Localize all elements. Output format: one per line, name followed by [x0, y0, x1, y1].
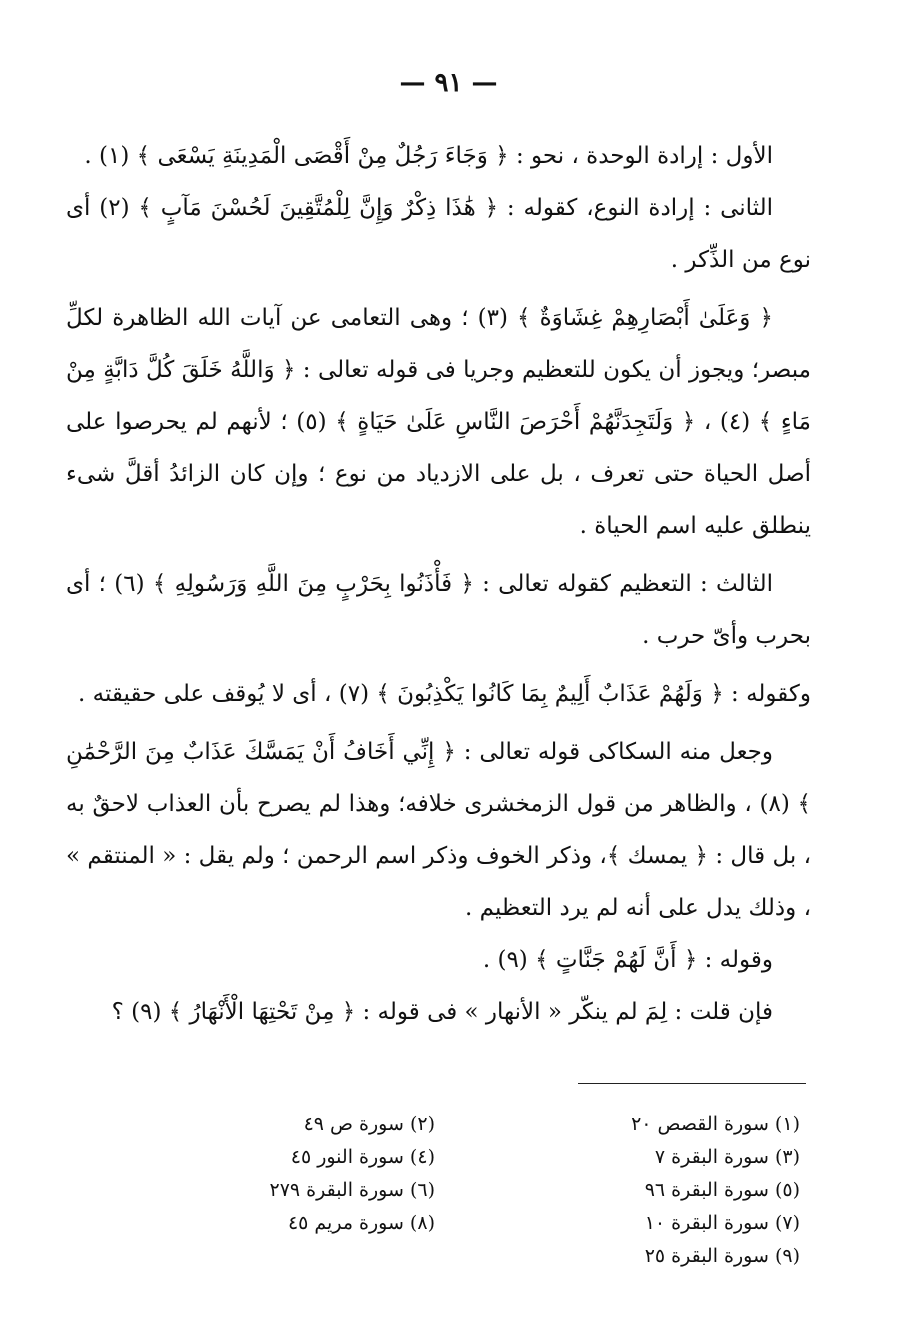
footnote-1: (١) سورة القصص ٢٠ [631, 1113, 800, 1135]
paragraph-covering-example: ﴿ وَعَلَىٰ أَبْصَارِهِمْ غِشَاوَةٌ ﴾ (٣) ؛ وهى التعامى عن آيات الله الظاهرة لكلِّ مبصر؛ ويجوز أن يكون للتعظيم وجريا فى قوله تعالى : ﴿ وَاللَّهُ خَلَقَ كُلَّ دَابَّةٍ مِنْ مَاءٍ ﴾ (٤) ، ﴿ وَلَتَجِدَنَّهُمْ أَحْرَصَ النَّاسِ عَلَىٰ حَيَاةٍ ﴾ (٥) ؛ لأنهم لم يحرصوا على أصل الحياة حتى تعرف ، بل على الازدياد من نوع ؛ وإن كان الزائدُ أقلَّ شىء ينطلق عليه اسم الحياة . [66, 305, 811, 539]
footnote-3: (٣) سورة البقرة ٧ [654, 1146, 800, 1168]
footnote-9: (٩) سورة البقرة ٢٥ [644, 1245, 800, 1267]
paragraph-third-meaning: الثالث : التعظيم كقوله تعالى : ﴿ فَأْذَنُوا بِحَرْبٍ مِنَ اللَّهِ وَرَسُولِهِ ﴾ (٦) ؛ أى بحرب وأىّ حرب . [66, 571, 811, 649]
footnotes-column-odd [525, 1108, 800, 1273]
paragraph-second-meaning: الثانى : إرادة النوع، كقوله : ﴿ هَٰذَا ذِكْرٌ وَإِنَّ لِلْمُتَّقِينَ لَحُسْنَ مَآبٍ ﴾ (٢) أى نوع من الذِّكر . [66, 195, 811, 273]
footnote-5: (٥) سورة البقرة ٩٦ [644, 1179, 800, 1201]
footnote-4: (٤) سورة النور ٤٥ [290, 1146, 435, 1168]
footnote-2: (٢) سورة ص ٤٩ [303, 1113, 435, 1135]
paragraph-painful-punishment: وكقوله : ﴿ وَلَهُمْ عَذَابٌ أَلِيمٌ بِمَا كَانُوا يَكْذِبُونَ ﴾ (٧) ، أى لا يُوقف على حقيقته . [78, 681, 811, 707]
body-text [66, 130, 811, 1038]
paragraph-gardens: وقوله : ﴿ أَنَّ لَهُمْ جَنَّاتٍ ﴾ (٩) . [482, 947, 773, 973]
footnotes [160, 1108, 800, 1273]
page-number: — ٩١ — [399, 68, 498, 98]
paragraph-rivers-question: فإن قلت : لِمَ لم ينكّر « الأنهار » فى قوله : ﴿ مِنْ تَحْتِهَا الْأَنْهَارُ ﴾ (٩) ؟ [111, 999, 773, 1025]
footnote-8: (٨) سورة مريم ٤٥ [287, 1212, 435, 1234]
footnote-6: (٦) سورة البقرة ٢٧٩ [269, 1179, 435, 1201]
footnote-divider [578, 1083, 806, 1084]
footnote-7: (٧) سورة البقرة ١٠ [644, 1212, 800, 1234]
paragraph-sakkaki: وجعل منه السكاكى قوله تعالى : ﴿ إِنِّي أَخَافُ أَنْ يَمَسَّكَ عَذَابٌ مِنَ الرَّحْمَٰنِ ﴾ (٨) ، والظاهر من قول الزمخشرى خلافه؛ وهذا لم يصرح بأن العذاب لاحقٌ به ، بل قال : ﴿ يمسك ﴾، وذكر الخوف وذكر اسم الرحمن ؛ ولم يقل : « المنتقم » ، وذلك يدل على أنه لم يرد التعظيم . [66, 739, 811, 921]
footnotes-column-even [160, 1108, 435, 1273]
paragraph-first-meaning: الأول : إرادة الوحدة ، نحو : ﴿ وَجَاءَ رَجُلٌ مِنْ أَقْصَى الْمَدِينَةِ يَسْعَى ﴾ (١) . [84, 143, 773, 169]
